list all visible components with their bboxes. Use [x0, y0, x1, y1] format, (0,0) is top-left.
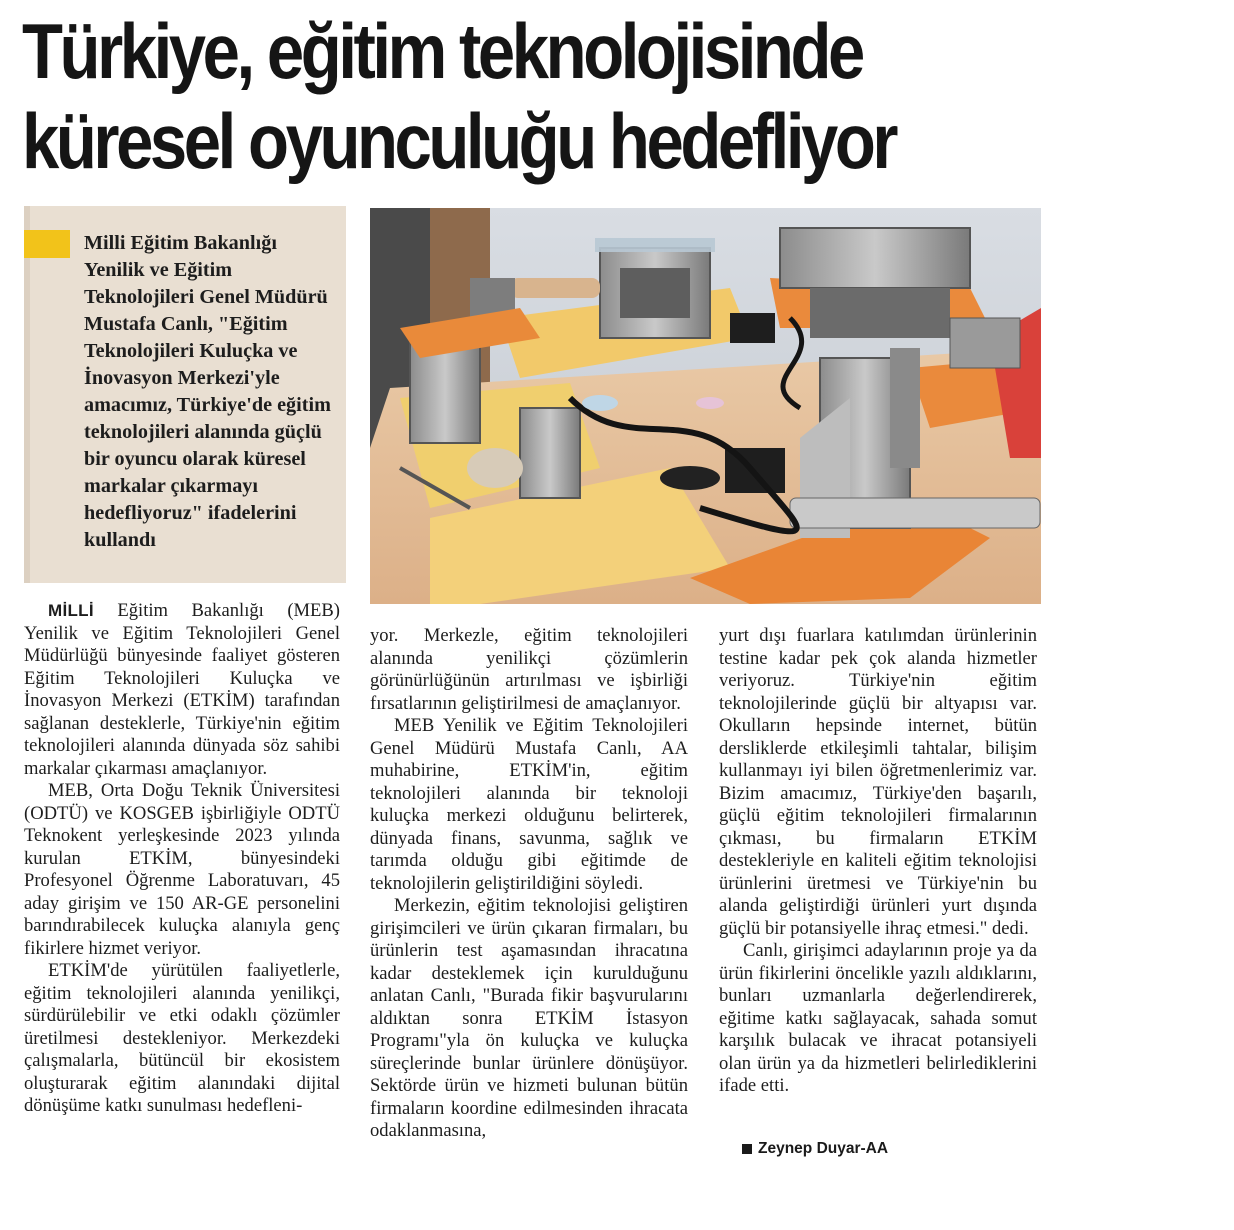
byline [742, 1140, 888, 1158]
accent-bar-icon [24, 230, 70, 258]
article-paragraph: MEB Yenilik ve Eğitim Teknolojileri Genel Müdürü Mustafa Canlı, AA muhabirine, ETKİM'in, eğitim teknolojileri alanında bir teknoloji kuluçka merkezi olduğunu belirterek, dünyada finans, savunma, sağlık ve tarımda olduğu gibi eğitimde de teknolojilerin geliştirildiğini söyledi. [370, 715, 688, 894]
article-column-2 [370, 625, 688, 1143]
article-photo [370, 208, 1041, 604]
article-column-1 [24, 600, 340, 1118]
article-paragraph [24, 600, 340, 780]
headline [22, 6, 1054, 186]
article-paragraph: yor. Merkezle, eğitim teknolojileri alanında yenilikçi çözümlerin görünürlüğünün artırılması ve işbirliği fırsatlarının geliştirilmesi de amaçlanıyor. [370, 625, 688, 714]
pull-quote-text: Milli Eğitim Bakanlığı Yenilik ve Eğitim Teknolojileri Genel Müdürü Mustafa Canlı, "Eğitim Teknolojileri Kuluçka ve İnovasyon Merkezi'yle amacımız, Türkiye'de eğitim teknolojileri alanında güçlü bir oyuncu olarak küresel markalar çıkarmayı hedefliyoruz" ifadelerini kullandı [84, 232, 331, 551]
article-paragraph: Merkezin, eğitim teknolojisi geliştiren girişimcileri ve ürün çıkaran firmaları, bu ürünlerin test aşamasından ihracatına kadar desteklemek için kurulduğunu anlatan Canlı, "Burada fikir başvurularını aldıktan sonra ETKİM İstasyon Programı"yla ön kuluçka ve kuluçka süreçlerinde bunlar ürünlere dönüşüyor. Sektörde ürün ve hizmeti bulunan bütün firmaların koordine edilmesinden ihracata odaklanmasına, [370, 895, 688, 1141]
article-paragraph: ETKİM'de yürütülen faaliyetlerle, eğitim teknolojileri alanında yenilikçi, sürdürülebilir ve etki odaklı çözümler üretilmesi destekleniyor. Merkezdeki çalışmalarla, bütüncül bir ekosistem oluşturarak eğitim alanındaki dijital dönüşüme katkı sunulması hedefleni- [24, 960, 340, 1116]
headline-line-1: Türkiye, eğitim teknolojisinde [22, 7, 862, 95]
headline-line-2: küresel oyunculuğu hedefliyor [22, 97, 896, 185]
article-paragraph: yurt dışı fuarlara katılımdan ürünlerinin testine kadar pek çok alanda hizmetler veriyoruz. Türkiye'nin eğitim teknolojilerinde güçlü bir altyapısı var. Okulların hepsinde internet, bütün dersliklerde etkileşimli tahtalar, bilişim kullanmayı iyi bilen öğretmenlerimiz var. Bizim amacımız, Türkiye'den başarılı, güçlü eğitim teknolojileri firmalarının çıkması, bu firmaların ETKİM destekleriyle en kaliteli eğitim teknolojisi ürünlerini üretmesi ve Türkiye'nin bu alanda geliştirdiği ürünleri yurt dışında güçlü bir potansiyelle ihraç etmesi." dedi. [719, 625, 1037, 939]
article-paragraph: MEB, Orta Doğu Teknik Üniversitesi (ODTÜ) ve KOSGEB işbirliğiyle ODTÜ Teknokent yerleşkesinde 2023 yılında kurulan ETKİM, bünyesindeki Profesyonel Öğrenme Laboratuvarı, 45 aday girişim ve 150 AR-GE personelini barındırabilecek kuluçka alanıyla genç fikirlere hizmet veriyor. [24, 780, 340, 959]
byline-text: Zeynep Duyar-AA [758, 1140, 889, 1157]
square-bullet-icon [742, 1144, 752, 1154]
article-column-3 [719, 625, 1037, 1098]
lead-word: MİLLİ [48, 601, 94, 620]
paragraph-text: Eğitim Bakanlığı (MEB) Yenilik ve Eğitim Teknolojileri Genel Müdürlüğü bünyesinde faaliyet gösteren Eğitim Teknolojileri Kuluçka ve İnovasyon Merkezi (ETKİM) tarafından sağlanan desteklerle, Türkiye'nin eğitim teknolojileri alanında dünyada söz sahibi markalar çıkarması amaçlanıyor. [24, 600, 340, 779]
pull-quote-edge [24, 206, 30, 583]
article-paragraph: Canlı, girişimci adaylarının proje ya da ürün fikirlerini öncelikle yazılı aldıklarını, bunları uzmanlarla değerlendirerek, eğitime katkı sağlayacak, sahada somut karşılık bulacak ve ihracat potansiyeli olan ürün ya da hizmetleri belirlediklerini ifade etti. [719, 940, 1037, 1096]
workshop-machines-photo [370, 208, 1041, 604]
pull-quote-box [24, 206, 346, 583]
